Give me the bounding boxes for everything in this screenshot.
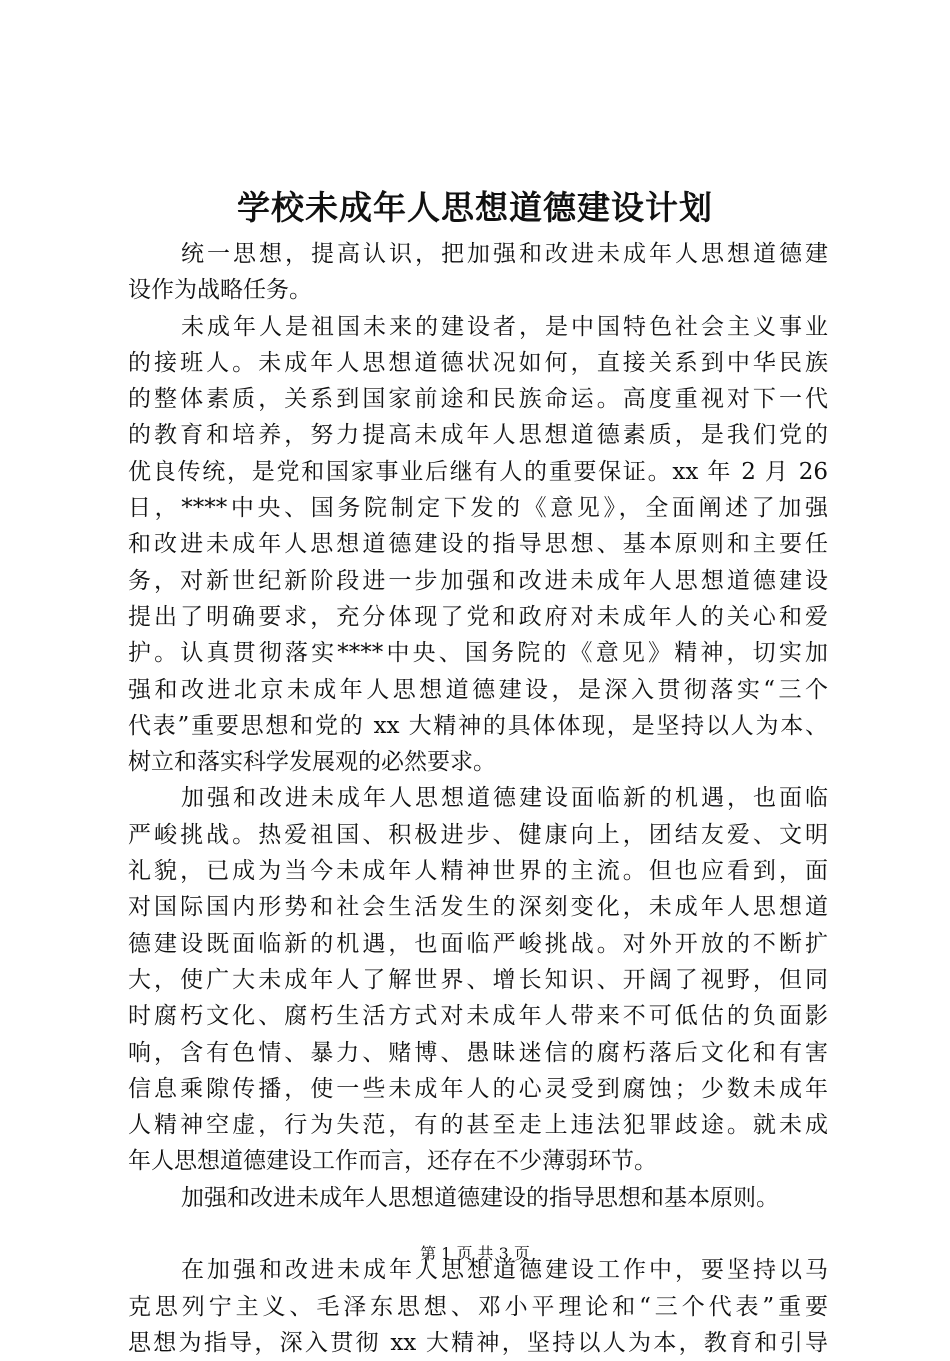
text-line: 加强和改进未成年人思想道德建设的指导思想和基本原则。 — [181, 1184, 779, 1211]
text-line: 德建设既面临新的机遇，也面临严峻挑战。对外开放的不断扩 — [128, 930, 828, 957]
text-line: 年人思想道德建设工作而言，还存在不少薄弱环节。 — [128, 1148, 657, 1175]
text-line: 响，含有色情、暴力、赌博、愚昧迷信的腐朽落后文化和有害 — [128, 1039, 828, 1066]
text-line: 加强和改进未成年人思想道德建设面临新的机遇，也面临 — [181, 785, 828, 812]
text-line: 信息乘隙传播，使一些未成年人的心灵受到腐蚀；少数未成年 — [128, 1075, 828, 1102]
text-line: 在加强和改进未成年人思想道德建设工作中，要坚持以马 — [181, 1257, 828, 1284]
text-line: 大，使广大未成年人了解世界、增长知识、开阔了视野，但同 — [128, 966, 828, 993]
text-line: 树立和落实科学发展观的必然要求。 — [128, 749, 496, 776]
text-line: 人精神空虚，行为失范，有的甚至走上违法犯罪歧途。就未成 — [128, 1112, 828, 1139]
text-line: 日，****中央、国务院制定下发的《意见》，全面阐述了加强 — [128, 495, 828, 522]
text-line: 未成年人是祖国未来的建设者，是中国特色社会主义事业 — [181, 313, 828, 340]
text-line: 的整体素质，关系到国家前途和民族命运。高度重视对下一代 — [128, 386, 828, 413]
text-line: 提出了明确要求，充分体现了党和政府对未成年人的关心和爱 — [128, 603, 828, 630]
text-line: 优良传统，是党和国家事业后继有人的重要保证。xx 年 2 月 26 — [128, 458, 828, 485]
document-body — [128, 236, 828, 1361]
text-line: 代表”重要思想和党的 xx 大精神的具体体现，是坚持以人为本、 — [128, 712, 828, 739]
text-line: 设作为战略任务。 — [128, 277, 312, 304]
text-line: 务，对新世纪新阶段进一步加强和改进未成年人思想道德建设 — [128, 567, 828, 594]
text-line: 和改进未成年人思想道德建设的指导思想、基本原则和主要任 — [128, 531, 828, 558]
text-line: 统一思想，提高认识，把加强和改进未成年人思想道德建 — [181, 241, 828, 267]
text-line: 的教育和培养，努力提高未成年人思想道德素质，是我们党的 — [128, 422, 828, 449]
text-line: 时腐朽文化、腐朽生活方式对未成年人带来不可低估的负面影 — [128, 1003, 828, 1030]
text-line: 护。认真贯彻落实****中央、国务院的《意见》精神，切实加 — [128, 640, 828, 667]
document-title: 学校未成年人思想道德建设计划 — [237, 188, 713, 227]
text-line: 的接班人。未成年人思想道德状况如何，直接关系到中华民族 — [128, 349, 828, 376]
text-line: 严峻挑战。热爱祖国、积极进步、健康向上，团结友爱、文明 — [128, 821, 828, 848]
text-line: 克思列宁主义、毛泽东思想、邓小平理论和“三个代表”重要 — [128, 1293, 828, 1320]
text-line: 强和改进北京未成年人思想道德建设，是深入贯彻落实“三个 — [128, 676, 828, 703]
page-footer: 第 1 页 共 3 页 — [420, 1244, 530, 1263]
text-line: 思想为指导，深入贯彻 xx 大精神，坚持以人为本，教育和引导 — [128, 1329, 828, 1356]
text-line: 对国际国内形势和社会生活发生的深刻变化，未成年人思想道 — [128, 894, 828, 921]
text-line: 礼貌，已成为当今未成年人精神世界的主流。但也应看到，面 — [128, 858, 828, 885]
